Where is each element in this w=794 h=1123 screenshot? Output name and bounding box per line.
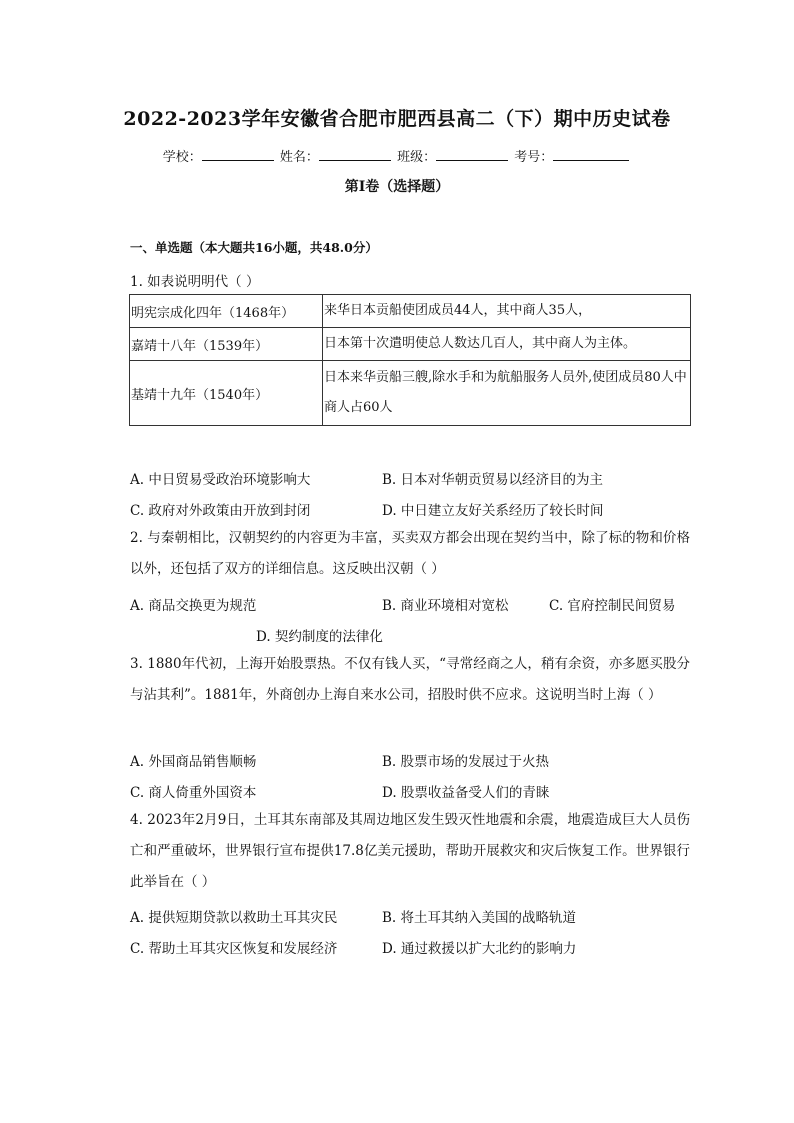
question-3-option-a[interactable]: A. 外国商品销售顺畅 <box>130 754 257 770</box>
question-1-option-c[interactable]: C. 政府对外政策由开放到封闭 <box>130 503 311 519</box>
table-cell: 明宪宗成化四年（1468年） <box>130 295 323 328</box>
question-2-option-b[interactable]: B. 商业环境相对宽松 <box>382 598 509 614</box>
question-3-option-c[interactable]: C. 商人倚重外国资本 <box>130 785 257 801</box>
name-blank <box>319 148 391 161</box>
table-cell: 日本第十次遣明使总人数达几百人，其中商人为主体。 <box>323 328 691 361</box>
question-1-option-a[interactable]: A. 中日贸易受政治环境影响大 <box>130 472 311 488</box>
question-4-option-c[interactable]: C. 帮助土耳其灾区恢复和发展经济 <box>130 941 338 957</box>
school-blank <box>202 148 274 161</box>
question-1-table <box>129 294 691 426</box>
question-4-option-d[interactable]: D. 通过救援以扩大北约的影响力 <box>382 941 577 957</box>
question-3-stem: 3. 1880年代初，上海开始股票热。不仅有钱人买，“寻常经商之人，稍有余资，亦多愿买股分与沾其利”。1881年，外商创办上海自来水公司，招股时供不应求。这说明当时上海（ ） <box>130 656 690 703</box>
table-row <box>130 361 691 426</box>
table-row <box>130 328 691 361</box>
school-label: 学校： <box>162 150 202 165</box>
exam-number-blank <box>553 148 629 161</box>
question-3-option-b[interactable]: B. 股票市场的发展过于火热 <box>382 754 550 770</box>
question-4-option-a[interactable]: A. 提供短期贷款以救助土耳其灾民 <box>130 910 338 926</box>
question-1-option-b[interactable]: B. 日本对华朝贡贸易以经济目的为主 <box>382 472 604 488</box>
section-heading: 一、单选题（本大题共16小题，共48.0分） <box>130 240 378 255</box>
student-info-line <box>0 146 794 165</box>
exam-title: 2022-2023学年安徽省合肥市肥西县高二（下）期中历史试卷 <box>123 108 671 130</box>
table-cell: 嘉靖十八年（1539年） <box>130 328 323 361</box>
question-2-option-d[interactable]: D. 契约制度的法律化 <box>256 629 383 645</box>
class-blank <box>436 148 508 161</box>
question-2-option-a[interactable]: A. 商品交换更为规范 <box>130 598 257 614</box>
part-title: 第Ⅰ卷（选择题） <box>344 179 450 195</box>
exam-number-label: 考号： <box>514 150 554 165</box>
question-2-option-c[interactable]: C. 官府控制民间贸易 <box>549 598 676 614</box>
question-1-stem: 1. 如表说明明代（ ） <box>130 274 260 290</box>
table-cell: 来华日本贡船使团成员44人，其中商人35人， <box>323 295 691 328</box>
question-4-stem: 4. 2023年2月9日，土耳其东南部及其周边地区发生毁灭性地震和余震，地震造成巨大人员伤亡和严重破坏，世界银行宣布提供17.8亿美元援助，帮助开展救灾和灾后恢复工作。世界银行此举旨在（ ） <box>130 812 690 890</box>
question-1-option-d[interactable]: D. 中日建立友好关系经历了较长时间 <box>382 503 604 519</box>
name-label: 姓名： <box>279 150 319 165</box>
question-3-option-d[interactable]: D. 股票收益备受人们的青睐 <box>382 785 550 801</box>
table-cell: 日本来华贡船三艘,除水手和为航船服务人员外,使团成员80人中商人占60人 <box>323 361 691 426</box>
question-2-stem: 2. 与秦朝相比，汉朝契约的内容更为丰富，买卖双方都会出现在契约当中，除了标的物和价格以外，还包括了双方的详细信息。这反映出汉朝（ ） <box>130 530 690 577</box>
question-4-option-b[interactable]: B. 将土耳其纳入美国的战略轨道 <box>382 910 577 926</box>
table-row <box>130 295 691 328</box>
class-label: 班级： <box>397 150 437 165</box>
table-cell: 基靖十九年（1540年） <box>130 361 323 426</box>
